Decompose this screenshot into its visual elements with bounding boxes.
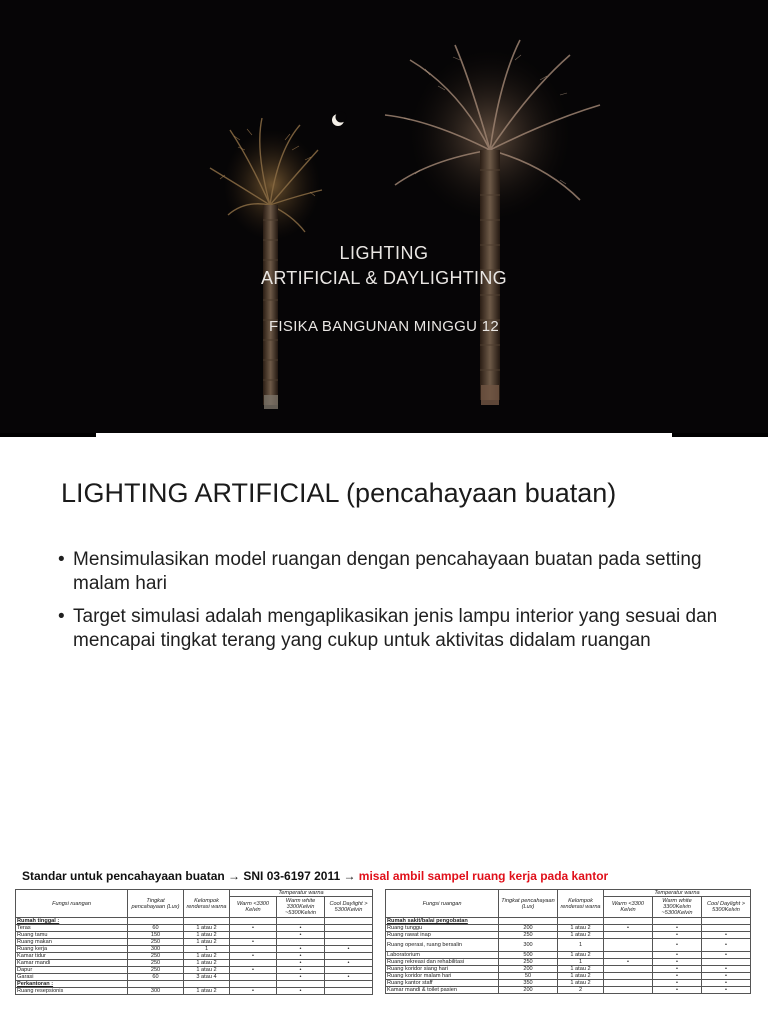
cool-cell: • [702, 932, 751, 939]
room-name-cell: Kamar tidur [16, 953, 128, 960]
header-warm-white: Warm white 3300Kelvin ~5300Kelvin [277, 897, 325, 918]
warm-white-cell: • [277, 967, 325, 974]
warm-white-cell: • [277, 960, 325, 967]
table-row [386, 939, 751, 952]
table-row [16, 939, 373, 946]
cool-cell [325, 953, 373, 960]
room-name-cell: Ruang koridor malam hari [386, 973, 499, 980]
bullet-icon: • [58, 606, 65, 627]
render-group-cell: 1 atau 2 [558, 980, 604, 987]
table-row [386, 925, 751, 932]
lux-cell: 300 [128, 946, 184, 953]
header-warm: Warm <3300 Kelvin [604, 897, 653, 918]
empty-cell [558, 918, 604, 925]
empty-cell [277, 981, 325, 988]
lux-cell: 60 [128, 925, 184, 932]
lighting-standard-table-left [15, 889, 373, 995]
room-name-cell: Ruang tamu [16, 932, 128, 939]
title-slide [0, 0, 768, 433]
warm-white-cell: • [653, 980, 702, 987]
cool-cell [325, 988, 373, 995]
warm-white-cell: • [277, 953, 325, 960]
room-name-cell: Ruang operasi, ruang bersalin [386, 939, 499, 952]
empty-cell [184, 918, 230, 925]
caption-text: Standar untuk pencahayaan buatan → SNI 03-6197 2011 → [22, 869, 359, 883]
lux-cell: 250 [499, 959, 558, 966]
warm-cell [230, 932, 277, 939]
table-section-row [386, 918, 751, 925]
warm-cell [230, 960, 277, 967]
warm-cell [604, 973, 653, 980]
warm-white-cell: • [277, 925, 325, 932]
render-group-cell: 1 [558, 959, 604, 966]
room-name-cell: Ruang makan [16, 939, 128, 946]
render-group-cell: 1 atau 2 [558, 932, 604, 939]
palm-trees-night-photo [0, 0, 768, 433]
bullet-icon: • [58, 549, 65, 570]
bullet-item [58, 548, 718, 596]
cool-cell [325, 925, 373, 932]
warm-white-cell: • [653, 966, 702, 973]
section-label: Perkantoran : [16, 981, 128, 988]
cool-cell: • [702, 973, 751, 980]
header-fungsi: Fungsi ruangan [386, 890, 499, 918]
empty-cell [128, 918, 184, 925]
warm-cell: • [230, 988, 277, 995]
table-row [386, 959, 751, 966]
lighting-standard-table-right [385, 889, 751, 994]
warm-cell [604, 966, 653, 973]
room-name-cell: Ruang rawat inap [386, 932, 499, 939]
render-group-cell: 1 atau 2 [558, 973, 604, 980]
lux-cell: 300 [499, 939, 558, 952]
room-name-cell: Dapur [16, 967, 128, 974]
header-cool: Cool Daylight > 5300Kelvin [702, 897, 751, 918]
render-group-cell: 1 atau 2 [558, 925, 604, 932]
render-group-cell: 1 atau 2 [184, 988, 230, 995]
header-tingkat: Tingkat pencahayaan (Lux) [128, 890, 184, 918]
table-section-row [16, 918, 373, 925]
table-row [16, 967, 373, 974]
room-name-cell: Laboratorium [386, 952, 499, 959]
warm-white-cell: • [653, 973, 702, 980]
table-row [386, 973, 751, 980]
warm-white-cell: • [653, 959, 702, 966]
section-label: Rumah tinggal : [16, 918, 128, 925]
slide-title-lighting: LIGHTING [339, 243, 429, 263]
bullet-text: Target simulasi adalah mengaplikasikan jenis lampu interior yang sesuai dan mencapai tingkat terang yang cukup untuk aktivitas didalam ruangan [73, 606, 718, 651]
empty-cell [128, 981, 184, 988]
room-name-cell: Garasi [16, 974, 128, 981]
empty-cell [653, 918, 702, 925]
render-group-cell: 1 atau 2 [184, 939, 230, 946]
warm-white-cell: • [277, 988, 325, 995]
room-name-cell: Ruang kantor staff [386, 980, 499, 987]
lux-cell: 250 [128, 967, 184, 974]
table-row [16, 953, 373, 960]
header-kelompok: Kelompok renderasi warna [184, 890, 230, 918]
room-name-cell: Teras [16, 925, 128, 932]
cool-cell [325, 939, 373, 946]
header-tingkat: Tingkat pencahayaan (Lux) [499, 890, 558, 918]
cool-cell: • [325, 974, 373, 981]
content-slide [0, 437, 768, 1024]
lux-cell: 250 [128, 939, 184, 946]
empty-cell [325, 981, 373, 988]
cool-cell [702, 925, 751, 932]
render-group-cell: 1 atau 2 [184, 932, 230, 939]
header-kelompok: Kelompok renderasi warna [558, 890, 604, 918]
warm-white-cell: • [277, 932, 325, 939]
slide-heading: LIGHTING ARTIFICIAL (pencahayaan buatan) [61, 478, 617, 508]
table-row [386, 980, 751, 987]
render-group-cell: 3 atau 4 [184, 974, 230, 981]
table-row [386, 952, 751, 959]
table-row [16, 946, 373, 953]
empty-cell [230, 981, 277, 988]
standard-caption [22, 869, 608, 883]
empty-cell [325, 918, 373, 925]
lux-cell: 500 [499, 952, 558, 959]
render-group-cell: 1 atau 2 [558, 952, 604, 959]
warm-white-cell: • [277, 946, 325, 953]
lux-cell: 250 [128, 953, 184, 960]
room-name-cell: Kamar mandi [16, 960, 128, 967]
cool-cell: • [702, 980, 751, 987]
empty-cell [230, 918, 277, 925]
table-body [386, 918, 751, 994]
header-temperatur: Temperatur warna [604, 890, 751, 897]
warm-cell: • [230, 939, 277, 946]
table-row [386, 966, 751, 973]
warm-cell [604, 939, 653, 952]
render-group-cell: 1 atau 2 [184, 925, 230, 932]
render-group-cell: 1 atau 2 [184, 967, 230, 974]
lux-cell: 250 [128, 960, 184, 967]
cool-cell [702, 959, 751, 966]
warm-cell [604, 987, 653, 994]
warm-white-cell: • [653, 952, 702, 959]
lux-cell: 350 [499, 980, 558, 987]
bullet-text: Mensimulasikan model ruangan dengan pencahayaan buatan pada setting malam hari [73, 549, 702, 594]
room-name-cell: Ruang koridor siang hari [386, 966, 499, 973]
render-group-cell: 1 atau 2 [184, 953, 230, 960]
header-warm-white: Warm white 3300Kelvin ~5300Kelvin [653, 897, 702, 918]
cool-cell [325, 967, 373, 974]
warm-cell [604, 932, 653, 939]
room-name-cell: Kamar mandi & toilet pasien [386, 987, 499, 994]
cool-cell: • [702, 987, 751, 994]
render-group-cell: 1 atau 2 [184, 960, 230, 967]
lux-cell: 200 [499, 925, 558, 932]
lux-cell: 50 [499, 973, 558, 980]
table-row [16, 988, 373, 995]
render-group-cell: 2 [558, 987, 604, 994]
cool-cell: • [702, 966, 751, 973]
warm-cell: • [604, 925, 653, 932]
cool-cell: • [325, 960, 373, 967]
lux-cell: 200 [499, 987, 558, 994]
cool-cell: • [325, 946, 373, 953]
warm-cell: • [230, 967, 277, 974]
warm-cell [230, 946, 277, 953]
table-row [386, 932, 751, 939]
render-group-cell: 1 [184, 946, 230, 953]
room-name-cell: Ruang rekreasi dan rehabilitasi [386, 959, 499, 966]
table-body [16, 918, 373, 995]
empty-cell [604, 918, 653, 925]
bullet-list [58, 548, 718, 662]
lux-cell: 200 [499, 966, 558, 973]
cool-cell: • [702, 952, 751, 959]
warm-white-cell: • [277, 974, 325, 981]
warm-cell [604, 952, 653, 959]
lux-cell: 150 [128, 932, 184, 939]
table-section-row [16, 981, 373, 988]
warm-white-cell: • [653, 925, 702, 932]
table-row [386, 987, 751, 994]
room-name-cell: Ruang resepsionis [16, 988, 128, 995]
caption-highlight: misal ambil sampel ruang kerja pada kantor [358, 869, 609, 883]
bullet-item [58, 605, 718, 653]
warm-white-cell: • [653, 932, 702, 939]
header-cool: Cool Daylight > 5300Kelvin [325, 897, 373, 918]
empty-cell [184, 981, 230, 988]
table-row [16, 974, 373, 981]
section-label: Rumah sakit/balai pengobatan [386, 918, 499, 925]
table-row [16, 960, 373, 967]
table-row [16, 932, 373, 939]
cool-cell [325, 932, 373, 939]
table-row [16, 925, 373, 932]
room-name-cell: Ruang kerja [16, 946, 128, 953]
render-group-cell: 1 atau 2 [558, 966, 604, 973]
slide-subtitle: FISIKA BANGUNAN MINGGU 12 [268, 318, 500, 335]
warm-cell: • [604, 959, 653, 966]
empty-cell [277, 918, 325, 925]
lux-cell: 250 [499, 932, 558, 939]
warm-white-cell: • [653, 987, 702, 994]
empty-cell [499, 918, 558, 925]
header-warm: Warm <3300 Kelvin [230, 897, 277, 918]
render-group-cell: 1 [558, 939, 604, 952]
warm-cell [604, 980, 653, 987]
room-name-cell: Ruang tunggu [386, 925, 499, 932]
empty-cell [702, 918, 751, 925]
cool-cell: • [702, 939, 751, 952]
header-temperatur: Temperatur warna [230, 890, 373, 897]
warm-white-cell: • [653, 939, 702, 952]
warm-cell [230, 974, 277, 981]
warm-cell: • [230, 953, 277, 960]
header-fungsi: Fungsi ruangan [16, 890, 128, 918]
warm-cell: • [230, 925, 277, 932]
warm-white-cell [277, 939, 325, 946]
slide-title-artificial-daylighting: ARTIFICIAL & DAYLIGHTING [261, 268, 507, 288]
lux-cell: 60 [128, 974, 184, 981]
lux-cell: 300 [128, 988, 184, 995]
